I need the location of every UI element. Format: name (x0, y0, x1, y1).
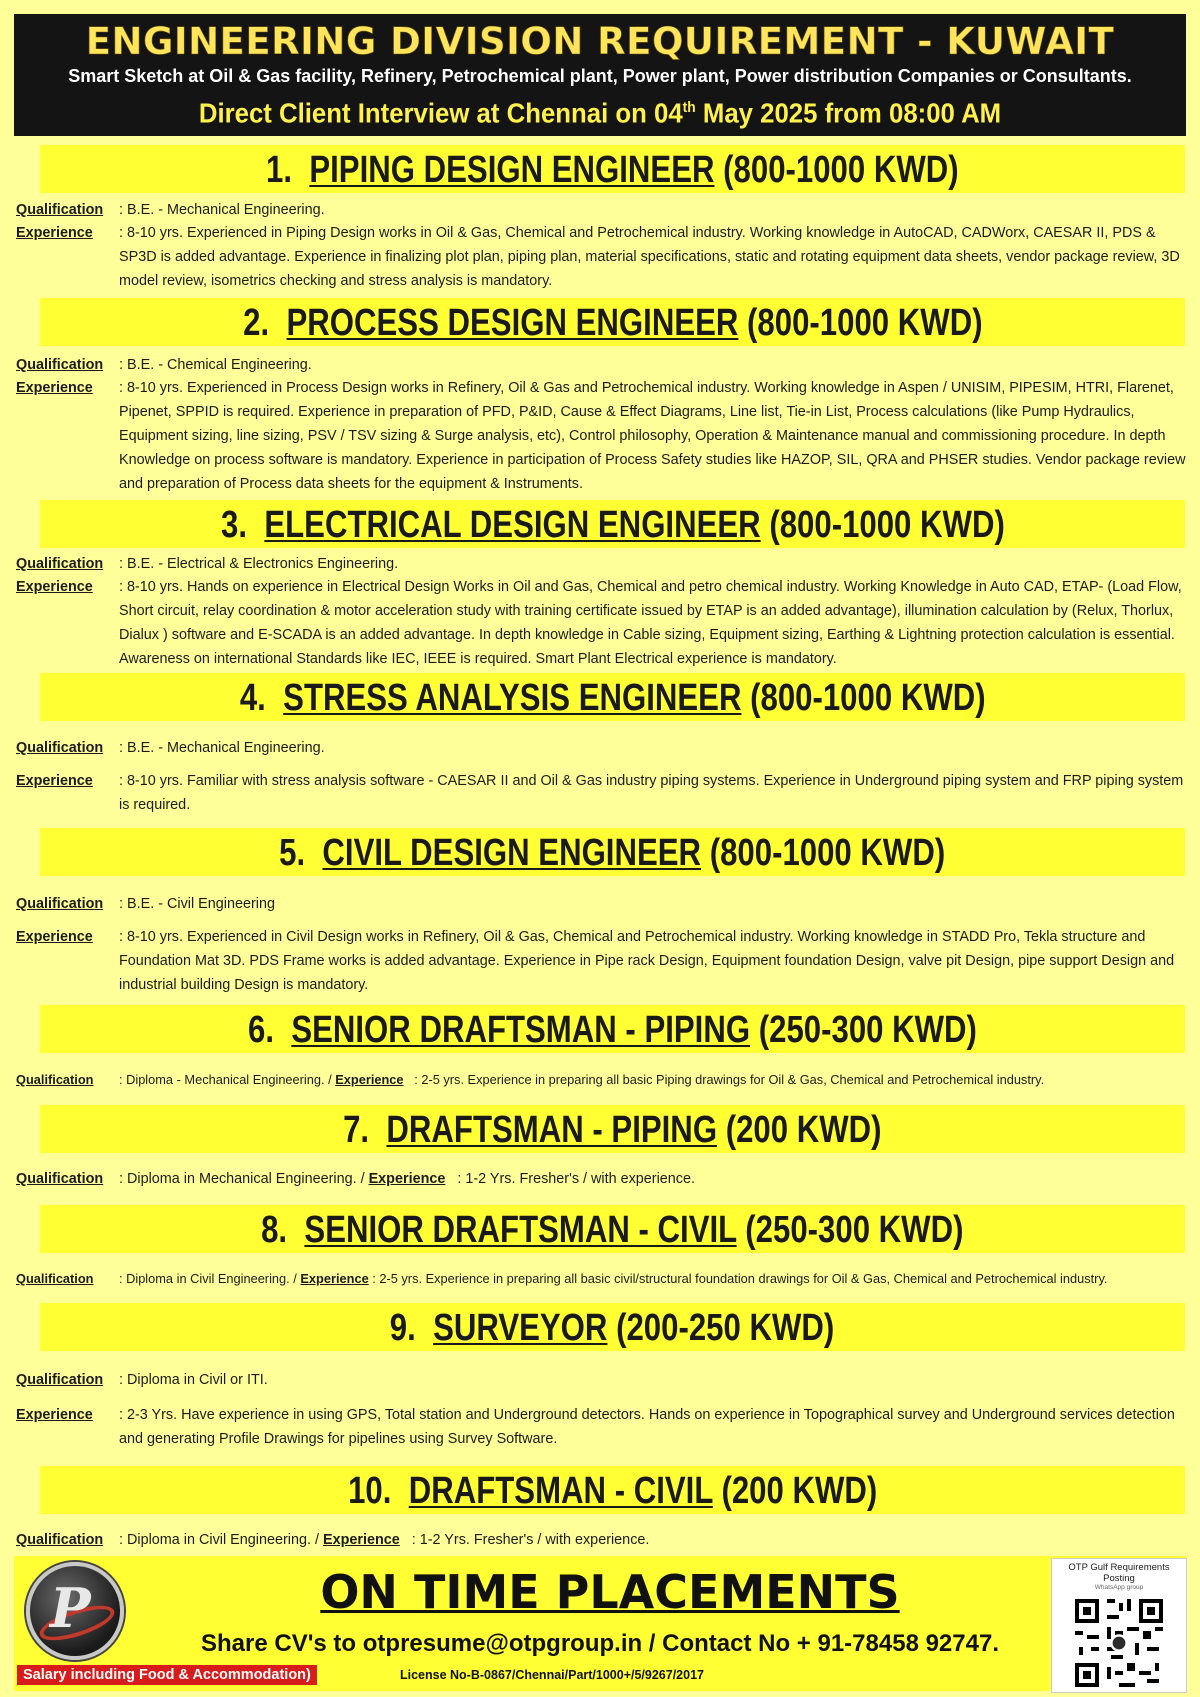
job-title-4: 4. STRESS ANALYSIS ENGINEER (800-1000 KWD) (40, 673, 1185, 721)
interview-line: Direct Client Interview at Chennai on 04th May 2025 from 08:00 AM (198, 97, 1002, 129)
job-title-6: 6. SENIOR DRAFTSMAN - PIPING (250-300 KWD) (40, 1005, 1185, 1053)
page-title: ENGINEERING DIVISION REQUIREMENT - KUWAIT (85, 20, 1115, 63)
job-title-8: 8. SENIOR DRAFTSMAN - CIVIL (250-300 KWD) (40, 1205, 1185, 1253)
job-title-7: 7. DRAFTSMAN - PIPING (200 KWD) (40, 1105, 1185, 1153)
header-banner (14, 14, 1186, 136)
qr-title: OTP Gulf Requirements Posting (1068, 1562, 1170, 1584)
job-title-9: 9. SURVEYOR (200-250 KWD) (40, 1303, 1185, 1351)
license-number: License No-B-0867/Chennai/Part/1000+/5/9267/2017 (400, 1668, 704, 1682)
company-name: ON TIME PLACEMENTS (320, 1565, 900, 1619)
contact-line: Share CV's to otpresume@otpgroup.in / Contact No + 91-78458 92747. (201, 1630, 999, 1657)
otp-logo-icon: P (26, 1562, 124, 1660)
qr-subtitle: WhatsApp group (1094, 1584, 1144, 1591)
job-title-2: 2. PROCESS DESIGN ENGINEER (800-1000 KWD) (40, 298, 1185, 346)
job-title-10: 10. DRAFTSMAN - CIVIL (200 KWD) (40, 1466, 1185, 1514)
job-title-1: 1. PIPING DESIGN ENGINEER (800-1000 KWD) (40, 145, 1185, 193)
qr-code[interactable] (1051, 1558, 1187, 1693)
job-title-5: 5. CIVIL DESIGN ENGINEER (800-1000 KWD) (40, 828, 1185, 876)
salary-note-badge: Salary including Food & Accommodation) (17, 1665, 317, 1685)
job-title-3: 3. ELECTRICAL DESIGN ENGINEER (800-1000 KWD) (40, 500, 1185, 548)
qr-code-icon (1071, 1595, 1167, 1691)
header-subtitle: Smart Sketch at Oil & Gas facility, Refinery, Petrochemical plant, Power plant, Power distribution Companies or Consultants. (68, 66, 1132, 86)
